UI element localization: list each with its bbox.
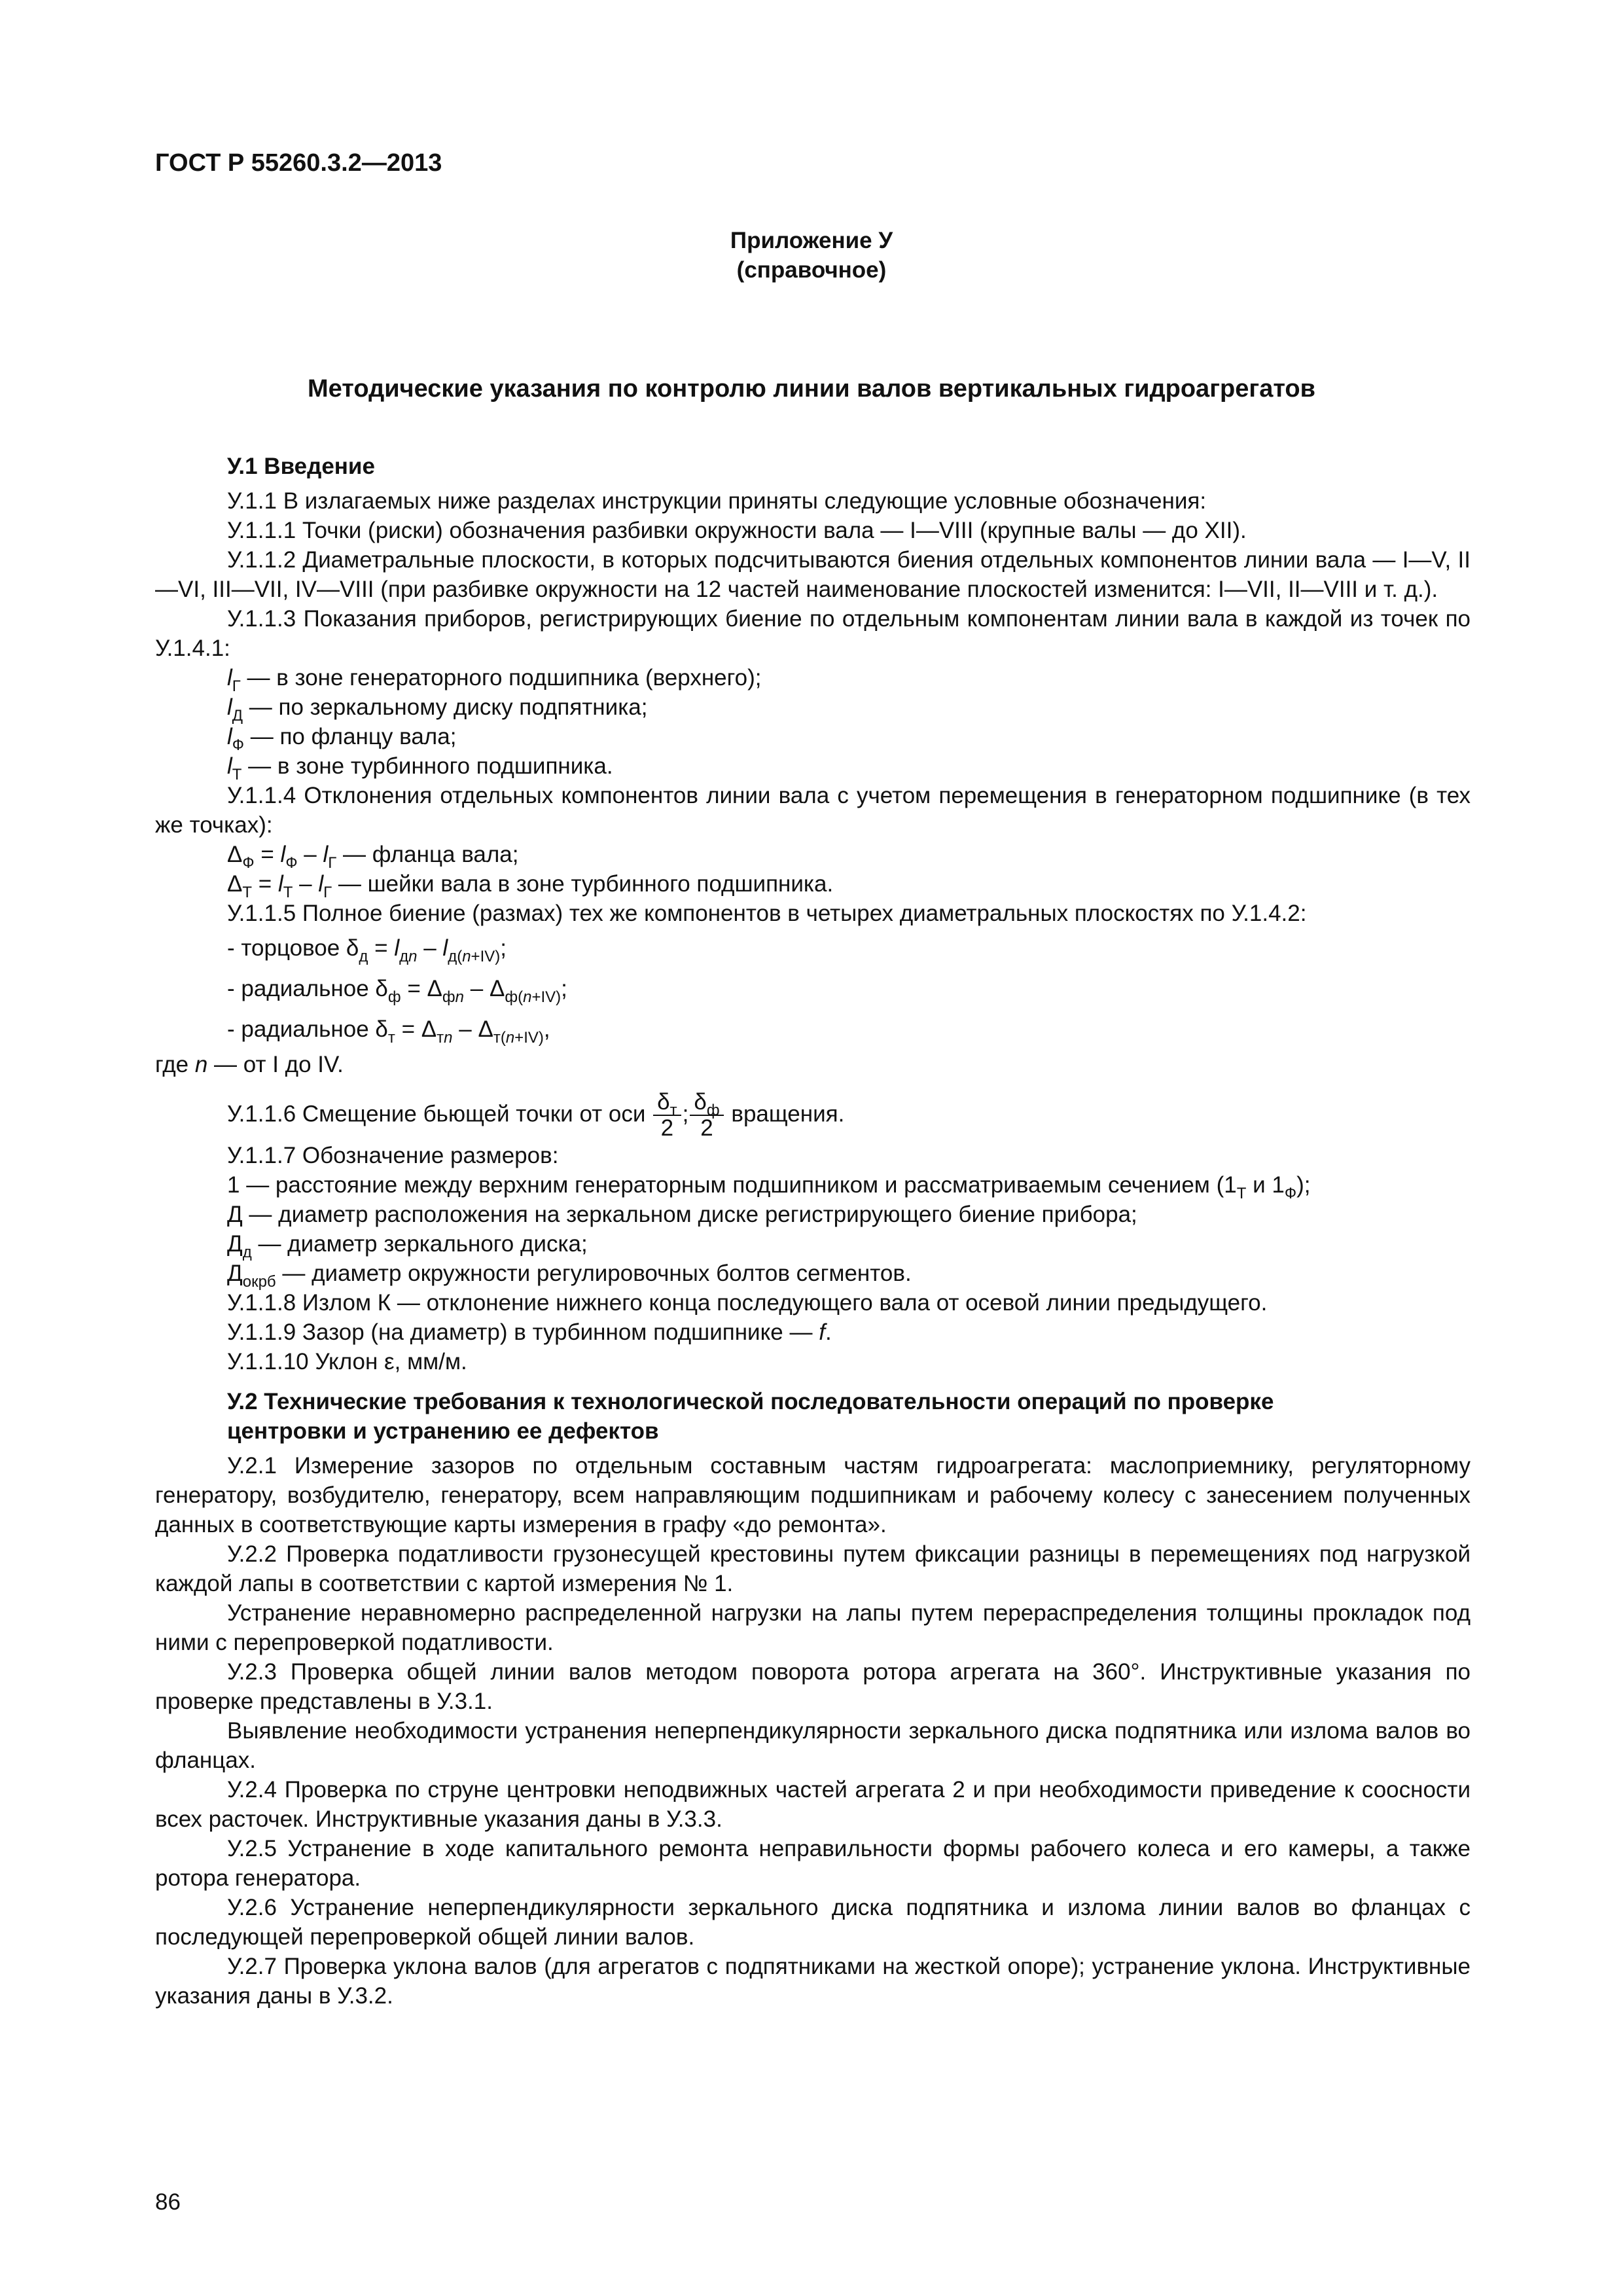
paragraph: У.1.1.3 Показания приборов, регистрирующих биение по отдельным компонентам линии вала в каждой из точек по У.1.4.1: [155,606,1471,661]
paragraph: У.1.1.8 Излом К — отклонение нижнего конца последующего вала от осевой линии предыдущего. [227,1290,1268,1316]
definition-item: $l_Ф$ — по фланцу вала; [227,724,457,754]
definition-item: $l_Д$ — по зеркальному диску подпятника; [227,694,648,725]
paragraph: У.2.3 Проверка общей линии валов методом поворота ротора агрегата на 360°. Инструктивные указания по проверке представлены в У.3.1. [155,1659,1471,1714]
page-number: 86 [155,2189,181,2215]
paragraph: $Д_д$ — диаметр зеркального диска; [227,1231,588,1261]
paragraph: У.1.1.7 Обозначение размеров: [227,1143,559,1168]
paragraph: У.2.1 Измерение зазоров по отдельным составным частям гидроагрегата: маслоприемнику, регуляторному генератору, возбудителю, генератору, всем направляющим подшипникам и рабочему колесу с занесением полученных данных в соответствующие карты измерения в графу «до ремонта». [155,1453,1471,1537]
paragraph: У.1.1.4 Отклонения отдельных компонентов линии вала с учетом перемещения в генераторном подшипнике (в тех же точках): [155,783,1471,838]
standard-header: ГОСТ Р 55260.3.2—2013 [155,149,442,177]
fraction-delta-t: $\frac{\delta_т}{2}$ [653,1090,681,1141]
definition-item: $l_Т$ — в зоне турбинного подшипника. [227,753,613,783]
formula-delta-t: $\Delta_Т = l_Т - l_Г$ — шейки вала в зоне турбинного подшипника. [227,871,834,901]
paragraph: У.2.5 Устранение в ходе капитального ремонта неправильности формы рабочего колеса и его камеры, а также ротора генератора. [155,1836,1471,1891]
fraction-delta-f: $\frac{\delta_ф}{2}$ [690,1090,723,1141]
paragraph: У.2.4 Проверка по струне центровки неподвижных частей агрегата 2 и при необходимости приведение к соосности всех расточек. Инструктивные указания даны в У.3.3. [155,1777,1471,1832]
paragraph: Выявление необходимости устранения неперпендикулярности зеркального диска подпятника или излома валов во фланцах. [155,1718,1471,1773]
formula-radial-t: - радиальное $\delta_т = \Delta_{тn} - \Delta_{т(n+IV)}$, [227,1016,550,1047]
formula-delta-f: $\Delta_Ф = l_Ф - l_Г$ — фланца вала; [227,842,519,872]
document-body [155,452,1471,2011]
paragraph: У.1.1.2 Диаметральные плоскости, в которых подсчитываются биения отдельных компонентов линии вала — I—V, II—VI, III—VII, IV—VIII (при разбивке окружности на 12 частей наименование плоскостей изменится: I—VII, II—VIII и т. д.). [155,547,1471,602]
paragraph: У.1.1.10 Уклон ε, мм/м. [227,1349,467,1374]
section-heading: У.1 Введение [227,454,375,479]
paragraph: У.2.6 Устранение неперпендикулярности зеркального диска подпятника и излома линии валов во фланцах с последующей перепроверкой общей линии валов. [155,1895,1471,1950]
formula-radial-f: - радиальное $\delta_ф = \Delta_{фn} - \Delta_{ф(n+IV)}$; [227,976,567,1006]
paragraph: У.1.1 В излагаемых ниже разделах инструкции приняты следующие условные обозначения: [227,488,1207,514]
paragraph: У.2.7 Проверка уклона валов (для агрегатов с подпятниками на жесткой опоре); устранение уклона. Инструктивные указания даны в У.3.2. [155,1954,1471,2009]
paragraph: У.1.1.6 Смещение бьющей точки от оси $\frac{\delta_т}{2}$ ; $\frac{\delta_ф}{2}$ вращения. [227,1089,845,1141]
paragraph: 1 — расстояние между верхним генераторным подшипником и рассматриваемым сечением ($1_Т$ и $1_Ф$); [227,1172,1311,1202]
paragraph: Устранение неравномерно распределенной нагрузки на лапы путем перераспределения толщины прокладок под ними с перепроверкой податливости. [155,1600,1471,1655]
where-line: где n — от I до IV. [155,1052,344,1077]
appendix-subtitle: (справочное) [736,257,887,283]
definition-item: $l_Г$ — в зоне генераторного подшипника (верхнего); [227,665,762,695]
section-heading-cont: центровки и устранению ее дефектов [227,1418,659,1444]
document-title: Методические указания по контролю линии валов вертикальных гидроагрегатов [307,375,1316,403]
paragraph: У.2.2 Проверка податливости грузонесущей крестовины путем фиксации разницы в перемещениях под нагрузкой каждой лапы в соответствии с картой измерения № 1. [155,1541,1471,1596]
appendix-title: Приложение У [730,228,893,253]
paragraph: Д — диаметр расположения на зеркальном диске регистрирующего биение прибора; [227,1202,1137,1227]
formula-torc: - торцовое $\delta_д = l_{дn} - l_{д(n+IV)}$; [227,935,507,965]
paragraph: У.1.1.1 Точки (риски) обозначения разбивки окружности вала — I—VIII (крупные валы — до XII). [227,518,1247,543]
paragraph: У.1.1.9 Зазор (на диаметр) в турбинном подшипнике — f. [227,1319,832,1345]
paragraph: $Д_{окрб}$ — диаметр окружности регулировочных болтов сегментов. [227,1261,912,1291]
paragraph: У.1.1.5 Полное биение (размах) тех же компонентов в четырех диаметральных плоскостях по У.1.4.2: [227,901,1307,926]
section-heading: У.2 Технические требования к технологической последовательности операций по проверке [227,1389,1274,1414]
